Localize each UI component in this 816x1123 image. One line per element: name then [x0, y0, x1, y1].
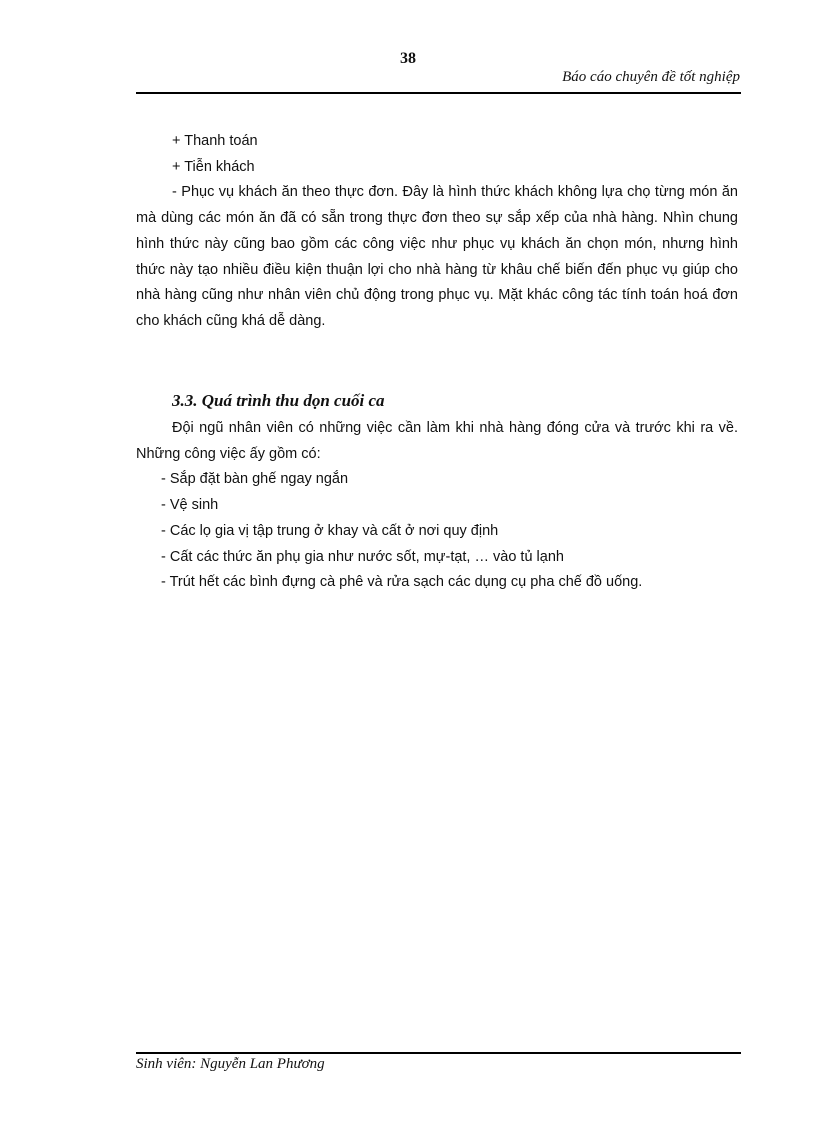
list-item: - Vệ sinh	[161, 497, 219, 514]
page-number: 38	[400, 50, 416, 67]
paragraph-intro: Đội ngũ nhân viên có những việc cần làm khi nhà hàng đóng cửa và trước khi ra về. Những công việc ấy gồm có:	[136, 420, 738, 462]
list-item: - Cất các thức ăn phụ gia như nước sốt, mự-tạt, … vào tủ lạnh	[161, 548, 564, 565]
paragraph-set-menu: - Phục vụ khách ăn theo thực đơn. Đây là hình thức khách không lựa chọ từng món ăn mà dùng các món ăn đã có sẵn trong thực đơn theo sự sắp xếp của nhà hàng. Nhìn chung hình thức này cũng bao gồm các công việc như phục vụ khách ăn chọn món, nhưng hình thức này tạo nhiều điều kiện thuận lợi cho nhà hàng từ khâu chế biến đến phục vụ giúp cho nhà hàng cũng như nhân viên chủ động trong phục vụ. Mặt khác công tác tính toán hoá đơn cho khách cũng khá dễ dàng.	[136, 184, 738, 329]
footer-divider	[136, 1052, 741, 1054]
list-item: - Trút hết các bình đựng cà phê và rửa sạch các dụng cụ pha chế đồ uống.	[161, 574, 643, 591]
section-heading: 3.3. Quá trình thu dọn cuối ca	[172, 391, 385, 410]
plus-item-farewell: + Tiễn khách	[172, 158, 255, 175]
student-name: Sinh viên: Nguyễn Lan Phương	[136, 1056, 325, 1072]
plus-item-payment: + Thanh toán	[172, 133, 258, 149]
report-title: Báo cáo chuyên đề tốt nghiệp	[562, 69, 740, 85]
list-item: - Sắp đặt bàn ghế ngay ngắn	[161, 471, 349, 488]
list-item: - Các lọ gia vị tập trung ở khay và cất ở nơi quy định	[161, 522, 499, 539]
section-service-text	[136, 129, 738, 335]
section-cleanup-text	[136, 416, 738, 596]
header-divider	[136, 92, 741, 94]
